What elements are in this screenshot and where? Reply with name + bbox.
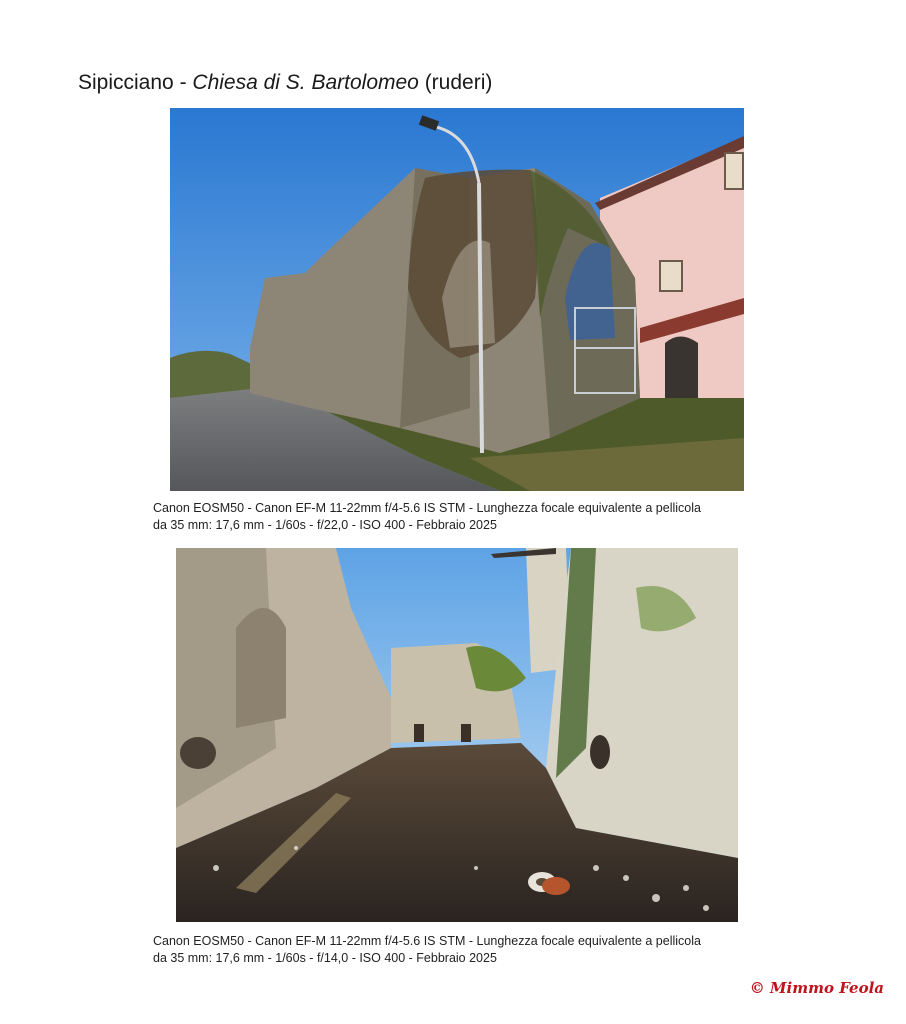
title-church: Chiesa di S. Bartolomeo (192, 71, 419, 94)
photo-2-caption-line-2: da 35 mm: 17,6 mm - 1/60s - f/14,0 - ISO 400 - Febbraio 2025 (153, 951, 497, 965)
photo-1-caption-line-2: da 35 mm: 17,6 mm - 1/60s - f/22,0 - ISO 400 - Febbraio 2025 (153, 518, 497, 532)
photo-1-caption (153, 500, 701, 534)
church-exterior-photo (170, 108, 744, 491)
photo-1-caption-line-1: Canon EOSM50 - Canon EF-M 11-22mm f/4-5.6 IS STM - Lunghezza focale equivalente a pellicola (153, 501, 701, 515)
page-title (78, 70, 492, 96)
copyright-signature: © Mimmo Feola (749, 979, 884, 997)
title-place: Sipicciano (78, 71, 174, 94)
church-interior-photo (176, 548, 738, 922)
title-suffix: (ruderi) (418, 71, 493, 94)
photo-2-caption-line-1: Canon EOSM50 - Canon EF-M 11-22mm f/4-5.6 IS STM - Lunghezza focale equivalente a pellicola (153, 934, 701, 948)
title-separator: - (173, 71, 193, 94)
photo-2-caption (153, 933, 701, 967)
